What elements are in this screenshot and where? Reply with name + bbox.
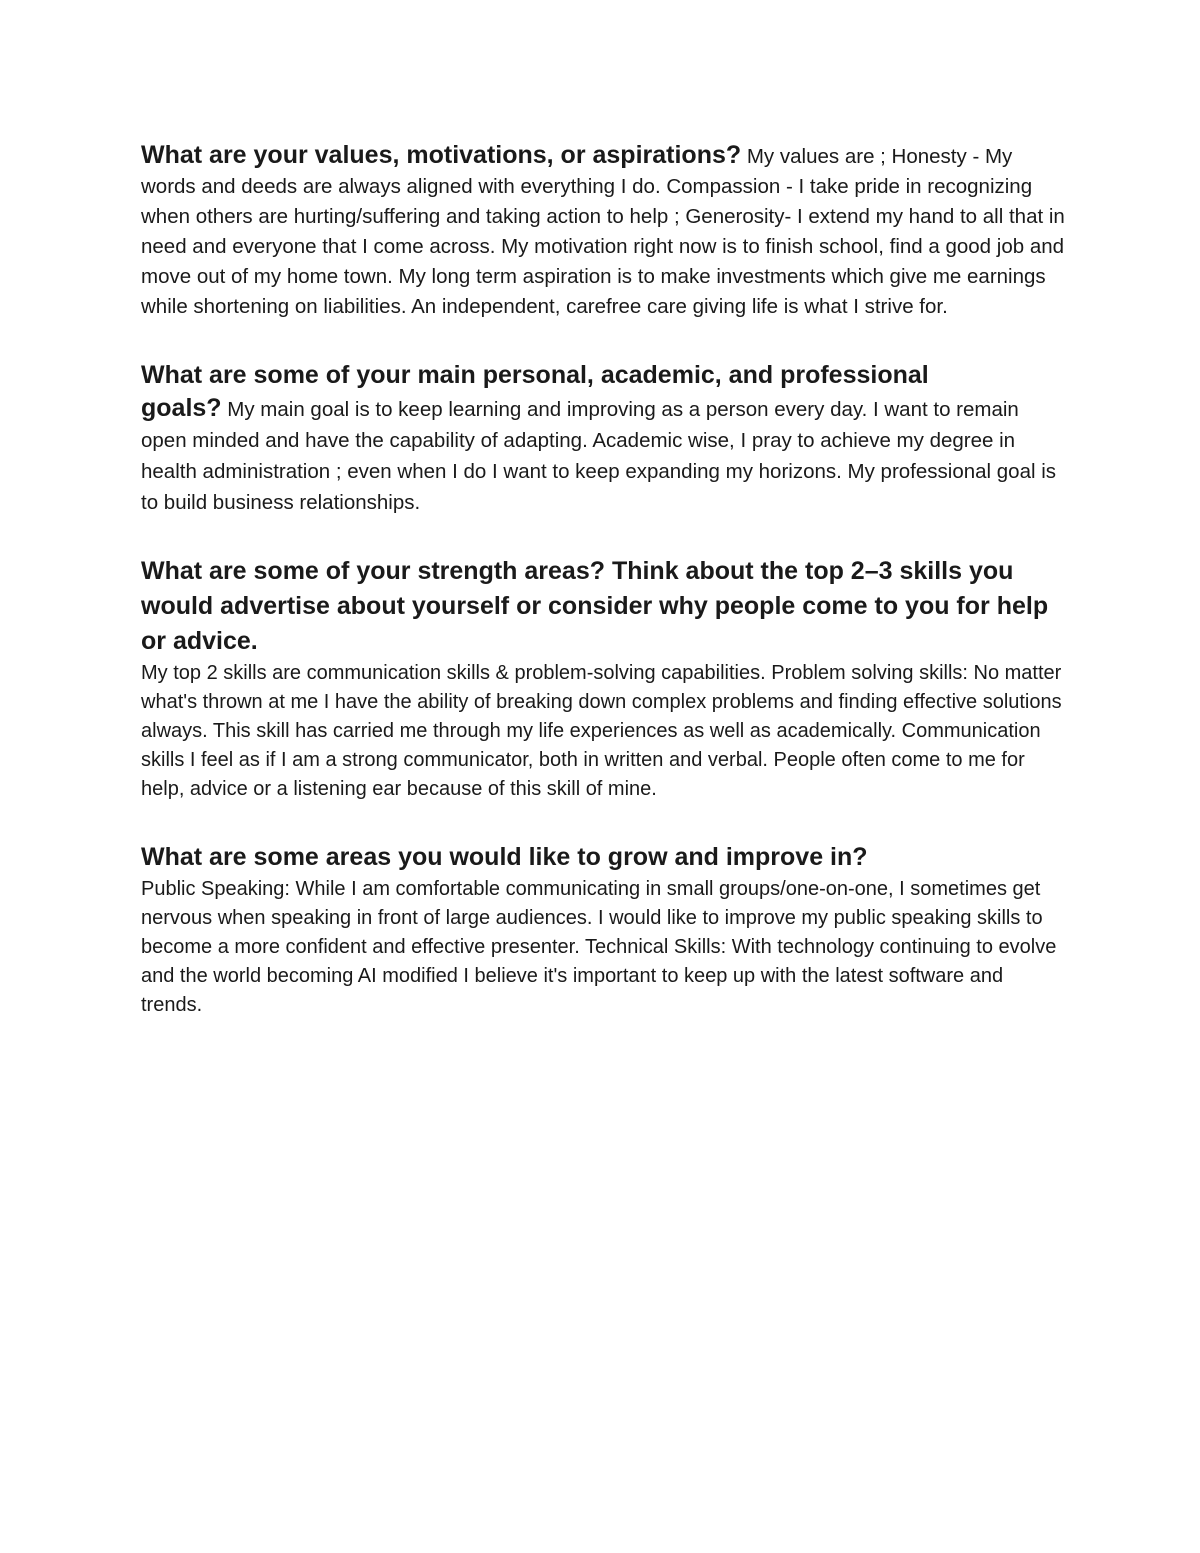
section-goals-paragraph <box>141 393 1066 518</box>
question-values: What are your values, motivations, or aspirations? <box>141 141 742 169</box>
section-growth <box>141 840 1066 1020</box>
answer-goals: My main goal is to keep learning and improving as a person every day. I want to remain open minded and have the capability of adapting. Academic wise, I pray to achieve my degree in health administration ; even when I do I want to keep expanding my horizons. My professional goal is to build business relationships. <box>141 398 1057 514</box>
answer-values: My values are ; Honesty - My words and deeds are always aligned with everything I do. Compassion - I take pride in recognizing when others are hurting/suffering and taking action to help ; Generosity- I extend my hand to all that in need and everyone that I come across. My motivation right now is to finish school, find a good job and move out of my home town. My long term aspiration is to make investments which give me earnings while shortening on liabilities. An independent, carefree care giving life is what I strive for. <box>141 145 1065 318</box>
section-strengths <box>141 554 1066 804</box>
section-values <box>141 140 1066 322</box>
question-goals-line1: What are some of your main personal, academic, and professional <box>141 361 929 389</box>
answer-strengths: My top 2 skills are communication skills & problem-solving capabilities. Problem solving skills: No matter what's thrown at me I have the ability of breaking down complex problems and finding effective solutions always. This skill has carried me through my life experiences as well as academically. Communication skills I feel as if I am a strong communicator, both in written and verbal. People often come to me for help, advice or a listening ear because of this skill of mine. <box>141 662 1062 800</box>
answer-growth: Public Speaking: While I am comfortable communicating in small groups/one-on-one, I sometimes get nervous when speaking in front of large audiences. I would like to improve my public speaking skills to become a more confident and effective presenter. Technical Skills: With technology continuing to evolve and the world becoming AI modified I believe it's important to keep up with the latest software and trends. <box>141 878 1057 1016</box>
section-values-paragraph <box>141 140 1066 322</box>
question-goals-line2: goals? <box>141 394 222 422</box>
question-strengths: What are some of your strength areas? Think about the top 2–3 skills you would advertise about yourself or consider why people come to you for help or advice. <box>141 557 1049 655</box>
section-goals <box>141 358 1066 518</box>
question-growth: What are some areas you would like to grow and improve in? <box>141 843 868 871</box>
document-content <box>141 140 1066 1020</box>
